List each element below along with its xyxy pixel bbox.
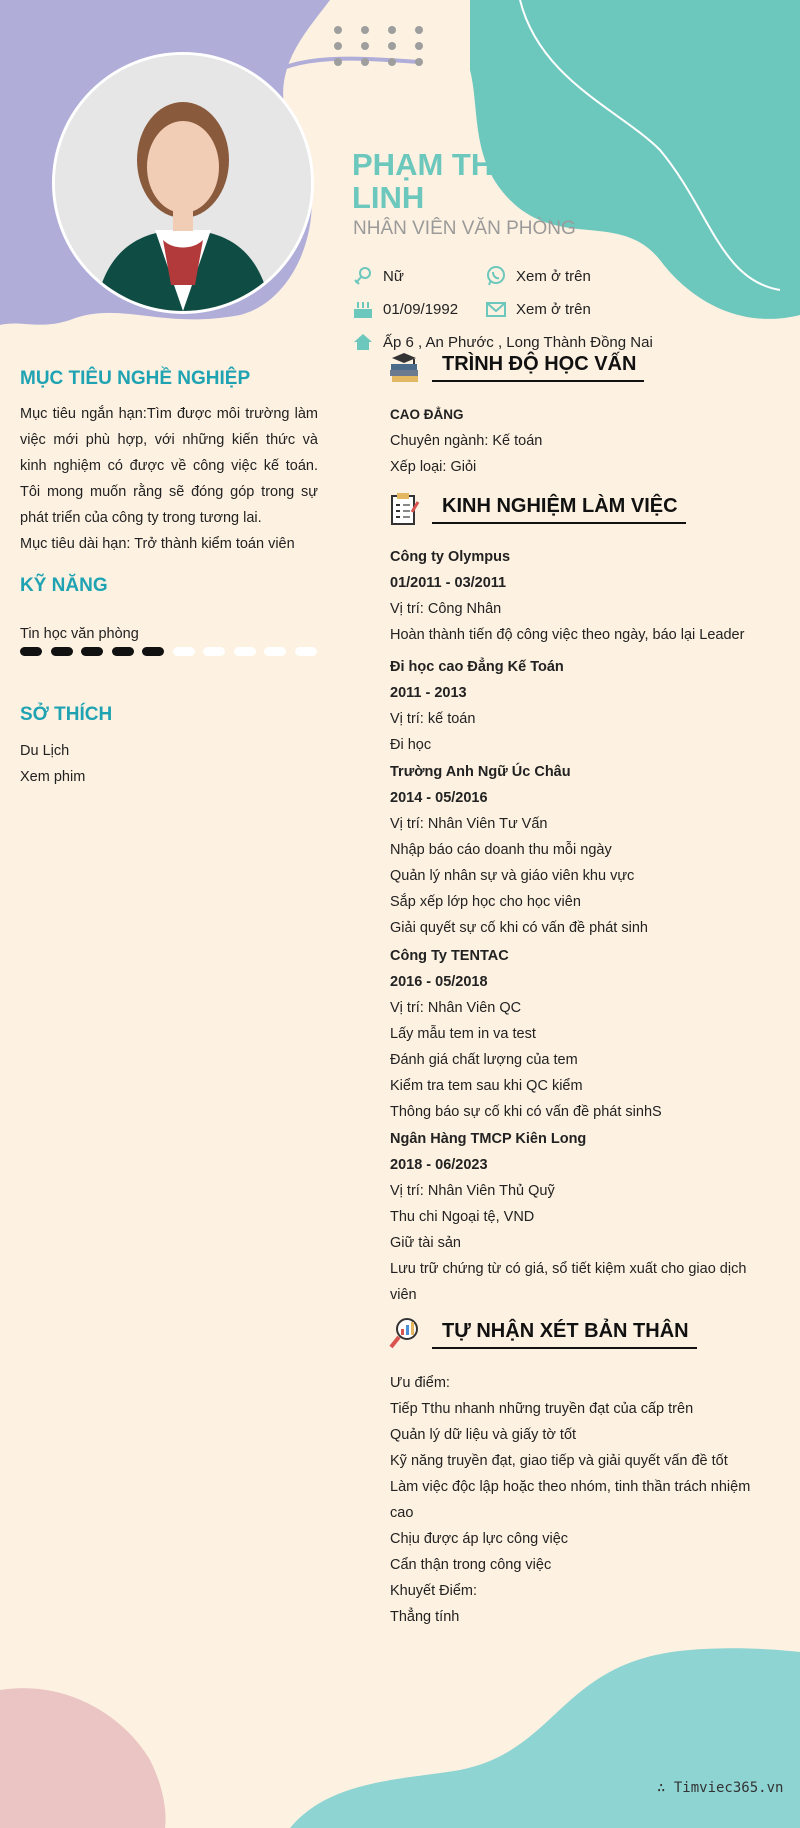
review-line: Thẳng tính: [390, 1609, 460, 1625]
review-line: Chịu được áp lực công việc: [390, 1531, 569, 1547]
education-block: [390, 402, 770, 480]
company-name: Công Ty TENTAC: [390, 948, 509, 964]
home-icon: [352, 331, 374, 353]
job-line: Đánh giá chất lượng của tem: [390, 1052, 578, 1068]
objective-title: MỤC TIÊU NGHỀ NGHIỆP: [20, 368, 251, 389]
job-line: Lưu trữ chứng từ có giá, sổ tiết kiệm xuất cho giao dịch viên: [390, 1261, 747, 1303]
school-name: CAO ĐẲNG: [390, 407, 464, 422]
whatsapp-icon: [485, 265, 507, 287]
job-period: 2018 - 06/2023: [390, 1157, 488, 1173]
job-position: NHÂN VIÊN VĂN PHÒNG: [353, 218, 576, 239]
review-line: Cẩn thận trong công việc: [390, 1557, 552, 1573]
job-line: Vị trí: Nhân Viên QC: [390, 1000, 522, 1016]
skill-dash: [142, 647, 164, 656]
job-line: Thông báo sự cố khi có vấn đề phát sinhS: [390, 1104, 662, 1120]
company-name: Công ty Olympus: [390, 549, 511, 565]
job-line: Vị trí: Nhân Viên Tư Vấn: [390, 816, 548, 832]
birthday-row: [352, 298, 458, 320]
review-line: Ưu điểm:: [390, 1375, 450, 1391]
watermark-text: Timviec365.vn: [673, 1780, 784, 1796]
watermark: [657, 1780, 783, 1796]
education-header: [388, 350, 644, 384]
logo-dots-icon: ∴: [657, 1780, 674, 1796]
job-line: Thu chi Ngoại tệ, VND: [390, 1209, 535, 1225]
objective-text: Mục tiêu ngắn hạn:Tìm được môi trường làm việc mới phù hợp, với những kiến thức và kinh nghiệm có được về công việc kế toán. Tôi mong muốn rằng sẽ đóng góp trong sự phát triển của công ty trong tương lai.: [20, 406, 318, 526]
skill-dash: [264, 647, 286, 656]
skill-dash: [20, 647, 42, 656]
skills-title: KỸ NĂNG: [20, 575, 108, 596]
address-value: Ấp 6 , An Phước , Long Thành Đồng Nai: [383, 333, 653, 351]
envelope-icon: [485, 298, 507, 320]
checklist-icon: [388, 492, 420, 526]
phone-row: [485, 265, 591, 287]
email-value: Xem ở trên: [516, 300, 591, 318]
job-entry: [390, 943, 770, 1125]
experience-title: KINH NGHIỆM LÀM VIỆC: [432, 495, 686, 524]
job-period: 2016 - 05/2018: [390, 974, 488, 990]
skill-name: Tin học văn phòng: [20, 626, 139, 642]
hobby-item: Xem phim: [20, 769, 86, 785]
skill-dash: [173, 647, 195, 656]
job-period: 01/2011 - 03/2011: [390, 575, 507, 591]
hobby-item: Du Lịch: [20, 743, 70, 759]
job-line: Vị trí: Công Nhân: [390, 601, 502, 617]
gender-icon: [352, 265, 374, 287]
review-line: Kỹ năng truyền đạt, giao tiếp và giải quyết vấn đề tốt: [390, 1453, 728, 1469]
experience-header: [388, 492, 686, 526]
hobbies-title: SỞ THÍCH: [20, 704, 113, 725]
skill-dash: [81, 647, 103, 656]
job-entry: [390, 654, 770, 758]
self-review-header: [388, 1317, 697, 1351]
skill-level-bar: [20, 647, 317, 656]
books-icon: [388, 350, 420, 384]
avatar: [52, 52, 314, 314]
job-line: Vị trí: kế toán: [390, 711, 476, 727]
skill-dash: [51, 647, 73, 656]
job-line: Vị trí: Nhân Viên Thủ Quỹ: [390, 1183, 555, 1199]
review-line: Làm việc độc lập hoặc theo nhóm, tinh thần trách nhiệm cao: [390, 1479, 751, 1521]
gender-value: Nữ: [383, 267, 404, 285]
job-line: Nhập báo cáo doanh thu mỗi ngày: [390, 842, 612, 858]
job-line: Hoàn thành tiến độ công việc theo ngày, báo lại Leader: [390, 627, 745, 643]
cake-icon: [352, 298, 374, 320]
phone-value: Xem ở trên: [516, 267, 591, 285]
job-line: Lấy mẫu tem in va test: [390, 1026, 536, 1042]
grade: Xếp loại: Giỏi: [390, 459, 477, 475]
company-name: Trường Anh Ngữ Úc Châu: [390, 764, 571, 780]
job-entry: [390, 1126, 770, 1308]
job-entry: [390, 759, 770, 941]
company-name: Đi học cao Đẳng Kế Toán: [390, 659, 564, 675]
magnifier-chart-icon: [388, 1317, 420, 1351]
self-review-block: [390, 1370, 770, 1630]
job-line: Đi học: [390, 737, 432, 753]
self-review-title: TỰ NHẬN XÉT BẢN THÂN: [432, 1320, 697, 1349]
job-line: Giữ tài sản: [390, 1235, 461, 1251]
major: Chuyên ngành: Kế toán: [390, 433, 543, 449]
review-line: Tiếp Tthu nhanh những truyền đạt của cấp trên: [390, 1401, 694, 1417]
skill-dash: [295, 647, 317, 656]
company-name: Ngân Hàng TMCP Kiên Long: [390, 1131, 587, 1147]
review-line: Quản lý dữ liệu và giấy tờ tốt: [390, 1427, 577, 1443]
skill-dash: [112, 647, 134, 656]
job-line: Giải quyết sự cố khi có vấn đề phát sinh: [390, 920, 648, 936]
review-line: Khuyết Điểm:: [390, 1583, 478, 1599]
job-period: 2011 - 2013: [390, 685, 467, 701]
objective-long-term: Mục tiêu dài hạn: Trở thành kiểm toán viên: [20, 536, 295, 552]
email-row: [485, 298, 591, 320]
skill-dash: [203, 647, 225, 656]
job-period: 2014 - 05/2016: [390, 790, 488, 806]
job-entry: [390, 544, 770, 648]
candidate-name: PHẠM THỊ THUỲ LINH: [352, 147, 595, 215]
birthday-value: 01/09/1992: [383, 300, 459, 318]
education-title: TRÌNH ĐỘ HỌC VẤN: [432, 353, 644, 382]
skill-dash: [234, 647, 256, 656]
job-line: Kiểm tra tem sau khi QC kiểm: [390, 1078, 583, 1094]
gender-row: [352, 265, 404, 287]
job-line: Sắp xếp lớp học cho học viên: [390, 894, 581, 910]
job-line: Quản lý nhân sự và giáo viên khu vực: [390, 868, 635, 884]
